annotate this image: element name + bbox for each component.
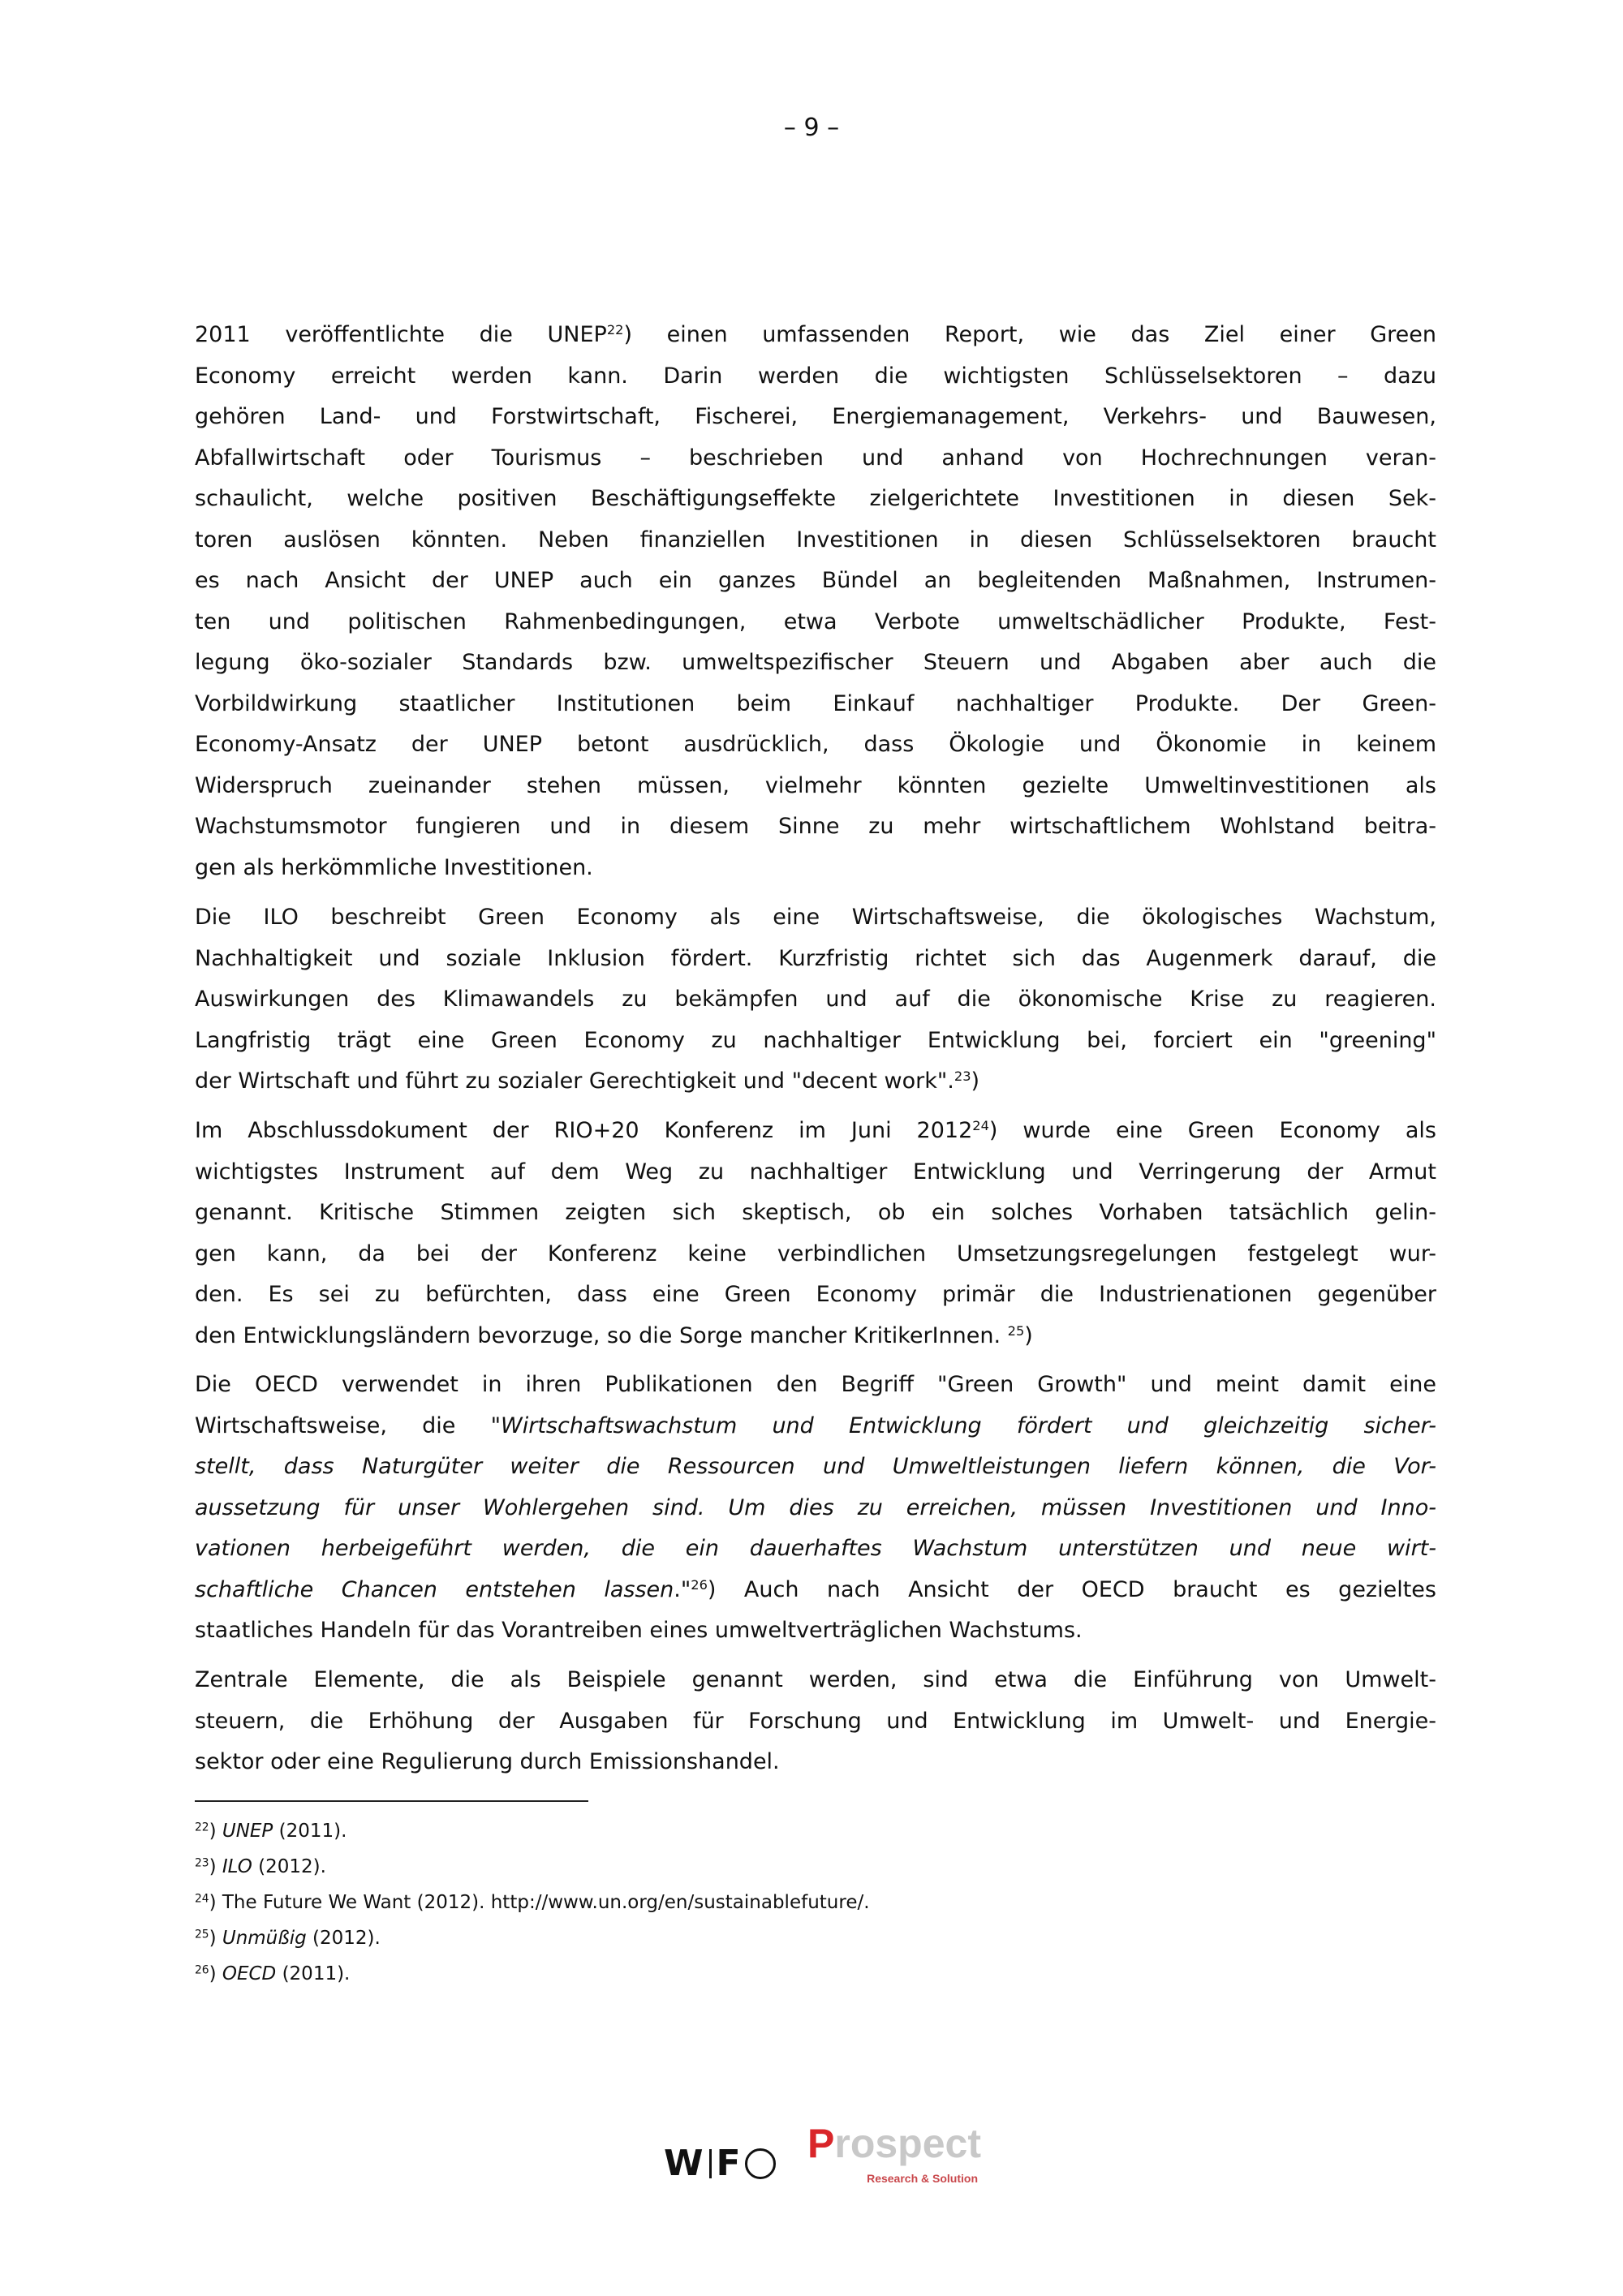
text-segment: wichtigstes Instrument auf dem Weg zu nachhaltiger Entwicklung und Verringerung der Armut <box>195 1159 1436 1185</box>
text-segment: Wirtschaftsweise, die " <box>195 1412 502 1438</box>
text-segment: es nach Ansicht der UNEP auch ein ganzes Bündel an begleitenden Maßnahmen, Instrumen- <box>195 568 1436 593</box>
text-segment: sektor oder eine Regulierung durch Emissionshandel. <box>195 1749 780 1774</box>
text-segment: gehören Land- und Forstwirtschaft, Fischerei, Energiemanagement, Verkehrs- und Bauwesen, <box>195 404 1436 429</box>
text-line <box>195 684 1436 725</box>
footnote-author: ILO <box>222 1856 252 1877</box>
footnote-separator <box>195 1800 588 1802</box>
text-segment: gen kann, da bei der Konferenz keine verbindlichen Umsetzungsregelungen festgelegt wur- <box>195 1240 1436 1266</box>
footnote <box>195 1956 870 1992</box>
text-line <box>195 561 1436 602</box>
footnote-number: 26 <box>195 1963 209 1977</box>
footnote-reference: 22 <box>606 322 624 338</box>
wifo-logo-f: F <box>716 2143 742 2184</box>
text-segment: der Wirtschaft und führt zu sozialer Gerechtigkeit und "decent work". <box>195 1068 954 1094</box>
text-line <box>195 315 1436 356</box>
text-line <box>195 1275 1436 1316</box>
text-segment: ten und politischen Rahmenbedingungen, etwa Verbote umweltschädlicher Produkte, Fest- <box>195 608 1436 634</box>
paragraph <box>195 1111 1436 1357</box>
text-line <box>195 806 1436 848</box>
text-segment: genannt. Kritische Stimmen zeigten sich skeptisch, ob ein solches Vorhaben tatsächlich gelin- <box>195 1200 1436 1225</box>
text-segment: schaftliche Chancen entstehen lassen <box>195 1576 674 1602</box>
text-line <box>195 939 1436 980</box>
text-line <box>195 1193 1436 1234</box>
text-segment: ) <box>1024 1322 1033 1348</box>
footnote <box>195 1920 870 1956</box>
prospect-logo-text: rospect <box>834 2121 981 2166</box>
text-segment: stellt, dass Naturgüter weiter die Ressourcen und Umweltleistungen liefern können, die Vor- <box>195 1454 1436 1479</box>
footnote-text: (2011). <box>273 1821 347 1842</box>
footnote-reference: 26 <box>691 1576 708 1593</box>
paragraph <box>195 1365 1436 1652</box>
text-segment: Auswirkungen des Klimawandels zu bekämpfen und auf die ökonomische Krise zu reagieren. <box>195 987 1436 1012</box>
text-segment: ) <box>971 1068 980 1094</box>
text-line <box>195 848 1436 889</box>
text-line <box>195 1660 1436 1701</box>
text-segment: Die OECD verwendet in ihren Publikationen den Begriff "Green Growth" und meint damit eine <box>195 1372 1436 1397</box>
paragraph <box>195 1660 1436 1783</box>
text-line <box>195 602 1436 643</box>
text-line <box>195 979 1436 1021</box>
footnote-number: 24 <box>195 1892 209 1906</box>
footnote <box>195 1813 870 1849</box>
text-line <box>195 1061 1436 1103</box>
prospect-tagline: Research & Solution <box>867 2172 978 2185</box>
text-line <box>195 1570 1436 1611</box>
footnote-text: (2012). <box>252 1856 326 1877</box>
text-line <box>195 356 1436 398</box>
wifo-logo <box>664 2143 776 2184</box>
wifo-logo-o <box>745 2148 776 2179</box>
text-segment: gen als herkömmliche Investitionen. <box>195 854 593 880</box>
text-segment: Wirtschaftswachstum und Entwicklung fördert und gleichzeitig sicher- <box>501 1412 1436 1438</box>
text-line <box>195 1406 1436 1447</box>
footnote-paren: ) <box>209 1963 217 1984</box>
wifo-logo-w: W <box>664 2143 704 2184</box>
text-segment: Zentrale Elemente, die als Beispiele genannt werden, sind etwa die Einführung von Umwelt- <box>195 1667 1436 1692</box>
text-segment: Langfristig trägt eine Green Economy zu nachhaltiger Entwicklung bei, forciert ein "greening" <box>195 1027 1436 1053</box>
footnote-paren: ) <box>209 1856 217 1877</box>
text-segment: Widerspruch zueinander stehen müssen, vielmehr könnten gezielte Umweltinvestitionen als <box>195 772 1436 798</box>
footnote-number: 23 <box>195 1856 209 1870</box>
text-line <box>195 1111 1436 1152</box>
text-line <box>195 1021 1436 1062</box>
footnote-reference: 23 <box>954 1068 971 1085</box>
text-line <box>195 897 1436 939</box>
text-line <box>195 520 1436 561</box>
text-line <box>195 643 1436 684</box>
text-line <box>195 397 1436 438</box>
paragraph <box>195 315 1436 888</box>
footnote-author: Unmüßig <box>222 1928 307 1949</box>
text-line <box>195 1610 1436 1652</box>
footnote <box>195 1885 870 1920</box>
prospect-wordmark <box>807 2119 981 2168</box>
footnote-text: (2012). <box>306 1928 381 1949</box>
text-line <box>195 1701 1436 1743</box>
text-segment: ." <box>674 1576 691 1602</box>
text-line <box>195 1447 1436 1488</box>
text-line <box>195 1488 1436 1529</box>
footnote-paren: ) <box>209 1928 217 1949</box>
wifo-logo-bar <box>709 2149 712 2178</box>
footnote-paren: ) <box>209 1821 217 1842</box>
footnote-paren: ) <box>209 1892 217 1913</box>
paragraph <box>195 897 1436 1103</box>
text-segment: 2011 veröffentlichte die UNEP <box>195 322 607 347</box>
text-segment: Vorbildwirkung staatlicher Institutionen beim Einkauf nachhaltiger Produkte. Der Green- <box>195 690 1436 716</box>
text-segment: staatliches Handeln für das Vorantreiben eines umweltverträglichen Wachstums. <box>195 1618 1083 1643</box>
text-segment: Wachstumsmotor fungieren und in diesem Sinne zu mehr wirtschaftlichem Wohlstand beitra- <box>195 814 1436 839</box>
text-segment: den. Es sei zu befürchten, dass eine Green Economy primär die Industrienationen gegenüber <box>195 1282 1436 1307</box>
text-segment: Nachhaltigkeit und soziale Inklusion fördert. Kurzfristig richtet sich das Augenmerk darauf, die <box>195 945 1436 971</box>
text-line <box>195 479 1436 520</box>
text-line <box>195 1316 1436 1357</box>
footnote-reference: 24 <box>972 1118 989 1134</box>
text-line <box>195 1529 1436 1570</box>
footnote-text: The Future We Want (2012). http://www.un.org/en/sustainablefuture/. <box>216 1892 870 1913</box>
text-segment: schaulicht, welche positiven Beschäftigungseffekte zielgerichtete Investitionen in diesen Sek- <box>195 486 1436 511</box>
footnote-reference: 25 <box>1007 1322 1025 1339</box>
footnote-author: UNEP <box>222 1821 273 1842</box>
footnote-number: 22 <box>195 1821 209 1834</box>
text-segment: den Entwicklungsländern bevorzuge, so die Sorge mancher KritikerInnen. <box>195 1322 1008 1348</box>
text-segment: vationen herbeigeführt werden, die ein dauerhaftes Wachstum unterstützen und neue wirt- <box>195 1536 1436 1561</box>
prospect-logo <box>807 2119 981 2186</box>
prospect-logo-p: P <box>807 2121 835 2166</box>
text-segment: steuern, die Erhöhung der Ausgaben für Forschung und Entwicklung im Umwelt- und Energie- <box>195 1708 1436 1734</box>
text-line <box>195 1365 1436 1406</box>
text-segment: ) wurde eine Green Economy als <box>988 1118 1436 1143</box>
text-segment: aussetzung für unser Wohlergehen sind. Um dies zu erreichen, müssen Investitionen und Inno- <box>195 1494 1436 1520</box>
footnote <box>195 1849 870 1885</box>
text-segment: Abfallwirtschaft oder Tourismus – beschrieben und anhand von Hochrechnungen veran- <box>195 445 1436 471</box>
text-segment: ) einen umfassenden Report, wie das Ziel einer Green <box>623 322 1436 347</box>
text-line <box>195 1152 1436 1193</box>
footnote-number: 25 <box>195 1928 209 1941</box>
footnote-text: (2011). <box>276 1963 351 1984</box>
text-line <box>195 1742 1436 1783</box>
text-segment: Economy-Ansatz der UNEP betont ausdrücklich, dass Ökologie und Ökonomie in keinem <box>195 732 1436 757</box>
text-segment: Im Abschlussdokument der RIO+20 Konferenz im Juni 2012 <box>195 1118 973 1143</box>
text-segment: legung öko-sozialer Standards bzw. umweltspezifischer Steuern und Abgaben aber auch die <box>195 650 1436 675</box>
footnotes <box>195 1813 870 1992</box>
text-line <box>195 1234 1436 1275</box>
text-line <box>195 766 1436 807</box>
footnote-author: OECD <box>222 1963 277 1984</box>
text-line <box>195 438 1436 479</box>
text-segment: Economy erreicht werden kann. Darin werden die wichtigsten Schlüsselsektoren – dazu <box>195 363 1436 389</box>
text-line <box>195 724 1436 766</box>
text-segment: Die ILO beschreibt Green Economy als eine Wirtschaftsweise, die ökologisches Wachstum, <box>195 905 1436 930</box>
text-segment: toren auslösen könnten. Neben finanziellen Investitionen in diesen Schlüsselsektoren braucht <box>195 527 1436 553</box>
page-number: – 9 – <box>783 114 840 142</box>
text-segment: ) Auch nach Ansicht der OECD braucht es gezieltes <box>707 1576 1436 1602</box>
